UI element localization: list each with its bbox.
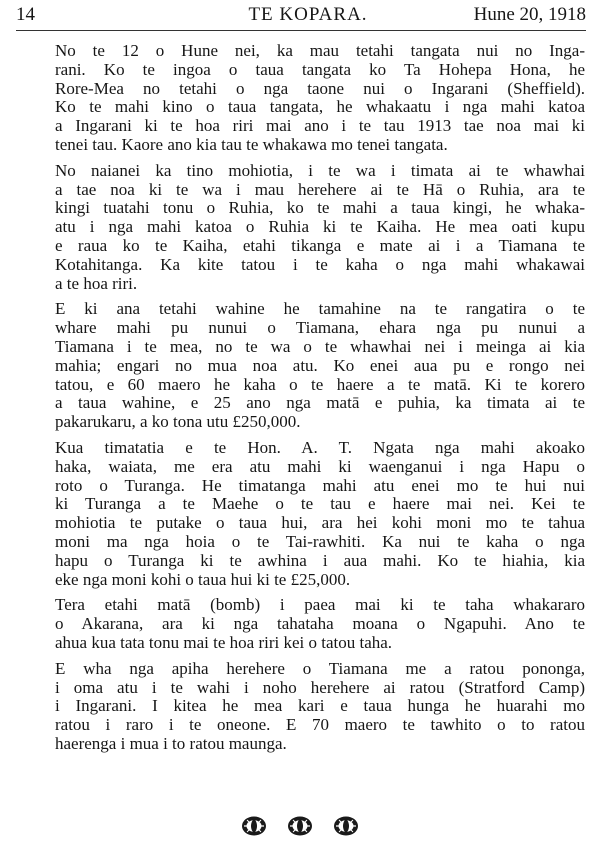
text-line: a Ingarani ki te hoa riri mai ano i te tau 1913 tae noa mai ki (55, 116, 585, 136)
fern-ornament-icon (240, 815, 268, 837)
text-line: eke nga moni kohi o taua hui ki te £25,000. (55, 569, 351, 589)
text-line: atu i nga mahi katoa o Ruhia ki te Kaiha. He mea oati kupu (55, 217, 585, 237)
text-line: E wha nga apiha herehere o Tiamana me a ratou pononga, (55, 658, 585, 678)
page-number: 14 (16, 4, 35, 25)
text-line: e raua ko te Kaiha, etahi tikanga e mate ai i a Tiamana te (55, 235, 585, 255)
text-line: Kua timatatia e te Hon. A. T. Ngata nga mahi akoako (55, 437, 585, 457)
text-line: Ko te mahi kino o taua tangata, he whakaatu i nga mahi katoa (55, 97, 585, 117)
text-line: Rore-Mea no tetahi o nga taone nui o Ingarani (Sheffield). (55, 78, 585, 98)
text-line: No te 12 o Hune nei, ka mau tetahi tangata nui no Inga- (55, 41, 585, 60)
text-line: mahia; engari no mua noa atu. Ko enei aua pu e rongo nei (55, 355, 585, 375)
text-line: Tera etahi matā (bomb) i paea mai ki te taha whakararo (55, 595, 585, 615)
text-line: ahua kua tata tonu mai te hoa riri kei o tatou taha. (55, 632, 393, 652)
header-rule (16, 30, 586, 31)
journal-title: TE KOPARA. (248, 4, 368, 25)
text-line: pakarukaru, a ko tona utu £250,000. (55, 412, 301, 432)
paragraph (34, 162, 585, 294)
text-line: roto o Turanga. He timatanga mahi atu enei mo te hui nui (55, 475, 585, 495)
text-line: a taua wahine, e 25 ano nga matā e puhia, ka timata ai te (55, 393, 585, 413)
text-line: E ki ana tetahi wahine he tamahine na te rangatira o te (55, 299, 585, 319)
text-line: Tiamana i te mea, no te wa o te whawhai nei i meinga ai kia (55, 336, 585, 356)
text-line: ki Turanga a te Maehe o te tau e haere mai nei. Kei te (55, 494, 585, 514)
text-line: i oma atu i te wahi i noho herehere ai ratou (Stratford Camp) (55, 677, 585, 697)
text-line: ratou i raro i te oneone. E 70 maero te tawhito o to ratou (55, 715, 585, 735)
text-line: mohiotia te putake o taua hui, ara hei kohi moni mo te tahua (55, 513, 585, 533)
text-line: kingi tuatahi tonu o Ruhia, ko te mahi a taua kingi, he whaka- (55, 198, 585, 218)
fern-ornament-icon (332, 815, 360, 837)
text-line: rani. Ko te ingoa o taua tangata ko Ta Hohepa Hona, he (55, 59, 585, 79)
text-line: a te hoa riri. (55, 273, 138, 293)
paragraph (34, 300, 585, 432)
paragraph (34, 42, 585, 155)
article-body (34, 42, 585, 761)
ornament-row (0, 815, 600, 839)
text-line: tenei tau. Kaore ano kia tau te whakawa mo tenei tangata. (55, 134, 448, 154)
text-line: o Akarana, ara ki nga tahataha moana o Ngapuhi. Ano te (55, 614, 585, 634)
text-line: haka, waiata, me era atu mahi ki waenganui i nga Hapu o (55, 456, 585, 476)
text-line: tatou, e 60 maero he kaha o te haere a te matā. Ki te korero (55, 374, 585, 394)
text-line: No naianei ka tino mohiotia, i te wa i timata ai te whawhai (55, 160, 585, 180)
text-line: i Ingarani. I kitea he mea kari e taua hunga he huarahi mo (55, 696, 585, 716)
running-header (16, 2, 586, 28)
issue-date: Hune 20, 1918 (473, 4, 586, 25)
paragraph (34, 596, 585, 652)
text-line: whare mahi pu nunui o Tiamana, ehara nga pu nunui a (55, 318, 585, 338)
paragraph (34, 660, 585, 754)
text-line: a tae noa ki te wa i mau herehere ai te Hā o Ruhia, ara te (55, 179, 585, 199)
paragraph (34, 439, 585, 589)
fern-ornament-icon (286, 815, 314, 837)
text-line: Kotahitanga. Ka kite tatou i te kaha o nga mahi whakawai (55, 254, 585, 274)
text-line: moni ma nga hoia o te Tai-rawhiti. Ka nui te kaha o nga (55, 531, 585, 551)
text-line: haerenga i mua i to ratou maunga. (55, 733, 287, 753)
text-line: hapu o Turanga ki te awhina i aua mahi. Ko te hiahia, kia (55, 550, 585, 570)
